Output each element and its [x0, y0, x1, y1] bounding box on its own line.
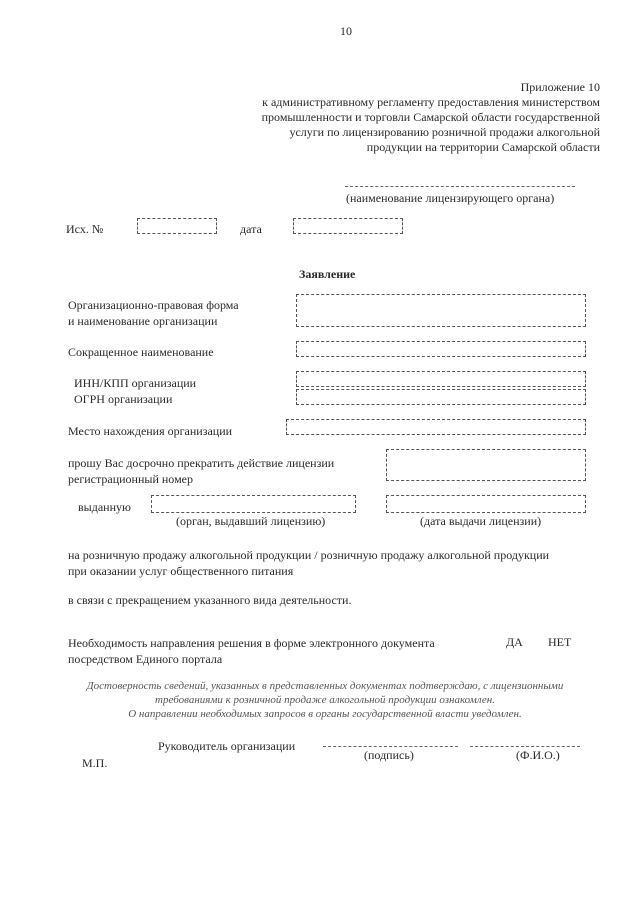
org-form-field[interactable]: [296, 294, 586, 327]
ogrn-label: ОГРН организации: [74, 392, 173, 406]
scope-line-1: на розничную продажу алкогольной продукции / розничную продажу алкогольной продукции: [68, 548, 550, 562]
issue-date-field[interactable]: [386, 495, 586, 513]
outgoing-number-label: Исх. №: [66, 222, 104, 236]
issued-label: выданную: [78, 500, 131, 514]
form-heading: Заявление: [299, 267, 356, 281]
notice-line-1: Достоверность сведений, указанных в представленных документах подтверждаю, с лицензионными: [86, 680, 564, 692]
electronic-no-option[interactable]: НЕТ: [548, 635, 572, 649]
appendix-line-1: к административному регламенту предоставления министерством: [262, 95, 600, 109]
location-field[interactable]: [286, 419, 586, 435]
inn-ogrn-label: [74, 375, 196, 407]
issuer-caption: (орган, выдавший лицензию): [176, 514, 326, 528]
issue-date-caption: (дата выдачи лицензии): [420, 514, 542, 528]
org-form-label-line-1: Организационно-правовая форма: [68, 298, 239, 312]
outgoing-number-field[interactable]: [137, 218, 217, 234]
notice-line-2: требованиями к розничной продаже алкогольной продукции ознакомлен.: [155, 694, 495, 706]
head-label: Руководитель организации: [158, 739, 296, 753]
electronic-line-1: Необходимость направления решения в форме электронного документа: [68, 636, 435, 650]
short-name-label: Сокращенное наименование: [68, 345, 214, 359]
issuer-field[interactable]: [151, 495, 356, 513]
outgoing-date-label: дата: [240, 222, 262, 236]
inn-kpp-field[interactable]: [296, 371, 586, 387]
appendix-block: [262, 80, 600, 155]
electronic-text: [68, 635, 435, 667]
location-label: Место нахождения организации: [68, 424, 233, 438]
short-name-field[interactable]: [296, 341, 586, 357]
org-form-label: [68, 297, 239, 329]
full-name-caption: (Ф.И.О.): [516, 748, 560, 762]
request-text: [68, 455, 334, 487]
inn-kpp-label: ИНН/КПП организации: [74, 376, 197, 390]
reason-text: в связи с прекращением указанного вида деятельности.: [68, 593, 352, 607]
signature-caption: (подпись): [364, 748, 414, 762]
appendix-title: Приложение 10: [520, 80, 600, 94]
org-form-label-line-2: и наименование организации: [68, 314, 218, 328]
scope-text: [68, 547, 549, 579]
appendix-line-4: продукции на территории Самарской области: [366, 140, 600, 154]
electronic-yes-option[interactable]: ДА: [506, 635, 523, 649]
appendix-line-2: промышленности и торговли Самарской области государственной: [261, 110, 600, 124]
electronic-line-2: посредством Единого портала: [68, 652, 223, 666]
request-line-1: прошу Вас досрочно прекратить действие лицензии: [68, 456, 335, 470]
full-name-line[interactable]: [470, 746, 580, 747]
registration-number-field[interactable]: [386, 449, 586, 481]
stamp-label: М.П.: [82, 756, 108, 770]
request-line-2: регистрационный номер: [68, 472, 193, 486]
ogrn-field[interactable]: [296, 389, 586, 405]
scope-line-2: при оказании услуг общественного питания: [68, 564, 294, 578]
signature-line[interactable]: [323, 746, 458, 747]
outgoing-date-field[interactable]: [293, 218, 403, 234]
confirmation-notice: [60, 679, 590, 721]
appendix-line-3: услуги по лицензированию розничной продажи алкогольной: [289, 125, 600, 139]
authority-caption: (наименование лицензирующего органа): [346, 191, 555, 205]
authority-line[interactable]: [345, 186, 575, 187]
page-number: 10: [340, 24, 352, 38]
notice-line-3: О направлении необходимых запросов в органы государственной власти уведомлен.: [128, 708, 522, 720]
